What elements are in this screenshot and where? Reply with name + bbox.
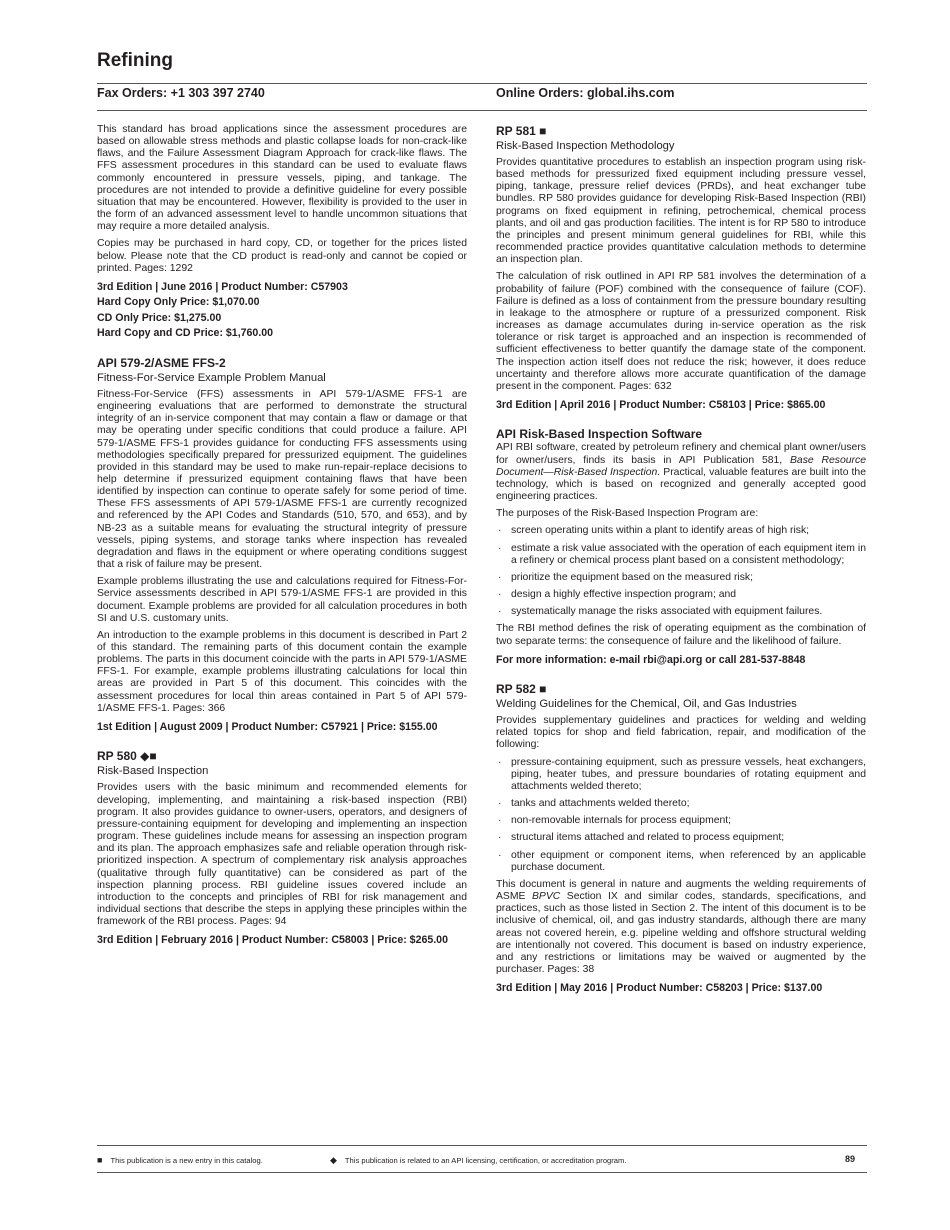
bullet-list bbox=[496, 525, 866, 618]
rp-582-section bbox=[496, 682, 866, 996]
price-line: Hard Copy and CD Price: $1,760.00 bbox=[97, 327, 274, 340]
section-paragraph: Example problems illustrating the use and calculations required for Fitness-For-Service assessments described in API 579-1/ASME FFS-1 are provided in this document. Example problems are provided for all calculation procedures in both SI and U.S. customary units. bbox=[97, 576, 467, 624]
section-title: API Risk-Based Inspection Software bbox=[496, 427, 703, 442]
list-item: · prioritize the equipment based on the measured risk; bbox=[496, 572, 866, 584]
section-title: RP 582 ■ bbox=[496, 682, 547, 697]
intro-paragraph: This standard has broad applications since the assessment procedures are based on allowable stress methods and plastic collapse loads for non-crack-like flaws, and the Failure Assessment Diagram Approach for crack-like flaws. The FFS assessment procedures in this standard can be used to evaluate flaws commonly encountered in pressure vessels, piping, and tankage. The procedures are not intended to provide a definitive guideline for every possible situation that may be encountered. However, flexibility is provided to the user in the form of an advanced assessment level to handle uncommon situations that may require a more detailed analysis. bbox=[97, 124, 467, 233]
section-paragraph: This document is general in nature and augments the welding requirements of ASME BPVC Section IX and similar codes, standards, specifications, and practices, such as those listed in Section 2. The intent of this document is to be inclusive of chemical, oil, and gas industry standards, although there are many areas not covered herein, e.g. pipeline welding and offshore structural welding are intentionally not covered. This document is based on industry experience, and any restrictions or limitations may be waived or augmented by the purchaser. Pages: 38 bbox=[496, 878, 866, 975]
list-item: · pressure-containing equipment, such as pressure vessels, heat exchangers, piping, heater tubes, and pressure boundaries of rotating equipment and attachments welded thereto; bbox=[496, 757, 866, 793]
list-item: · tanks and attachments welded thereto; bbox=[496, 798, 866, 810]
page-number: 89 bbox=[845, 1154, 856, 1164]
page-title: Refining bbox=[97, 50, 173, 71]
header-rule-top bbox=[97, 83, 867, 84]
product-meta: 1st Edition | August 2009 | Product Number: C57921 | Price: $155.00 bbox=[97, 720, 438, 733]
rp-580-section bbox=[97, 749, 467, 948]
footer-rule-top bbox=[97, 1145, 867, 1146]
right-column bbox=[496, 124, 866, 997]
product-meta: 3rd Edition | June 2016 | Product Number: C57903 bbox=[97, 280, 348, 293]
section-paragraph: API RBI software, created by petroleum refinery and chemical plant owner/users for owner/users, finds its basis in API Publication 581, Base Resource Document—Risk-Based Inspection. Practical, valuable features are built into the technology, which is based on recognized and generally accepted good engineering practices. bbox=[496, 442, 866, 503]
section-paragraph: Provides users with the basic minimum and recommended elements for developing, implementing, and maintaining a risk-based inspection (RBI) program. It also provides guidance to owner-users, operators, and designers of pressure-containing equipment for developing and implementing an inspection program. These guidelines include means for assessing an inspection program and its plan. The approach emphasizes safe and reliable operation through risk-prioritized inspection. A spectrum of complementary risk analysis approaches (qualitative through fully quantitative) can be considered as part of the inspection planning process. RBI guideline issues covered include an introduction to the concepts and principles of RBI for risk management and individual sections that describe the steps in applying these principles within the framework of the RBI process. Pages: 94 bbox=[97, 782, 467, 928]
header-rule-bottom bbox=[97, 110, 867, 111]
product-meta: 3rd Edition | February 2016 | Product Number: C58003 | Price: $265.00 bbox=[97, 934, 448, 947]
section-subtitle: Risk-Based Inspection Methodology bbox=[496, 140, 675, 152]
fax-orders: Fax Orders: +1 303 397 2740 bbox=[97, 86, 265, 100]
section-title: API 579-2/ASME FFS-2 bbox=[97, 355, 226, 370]
section-subtitle: Welding Guidelines for the Chemical, Oil, and Gas Industries bbox=[496, 698, 797, 711]
square-icon: ■ bbox=[97, 1155, 103, 1165]
product-meta: 3rd Edition | May 2016 | Product Number: C58203 | Price: $137.00 bbox=[496, 982, 823, 995]
bullet-list bbox=[496, 757, 866, 874]
section-title: RP 580 ◆■ bbox=[97, 749, 157, 764]
footer-new-entry-note: ■ This publication is a new entry in this catalog. bbox=[97, 1155, 263, 1165]
api-579-2-section bbox=[97, 356, 467, 736]
online-orders[interactable]: Online Orders: global.ihs.com bbox=[496, 86, 675, 100]
footer-rule-bottom bbox=[97, 1172, 867, 1173]
rp-581-section bbox=[496, 124, 866, 413]
list-item: · non-removable internals for process equipment; bbox=[496, 815, 866, 827]
list-item: · structural items attached and related to process equipment; bbox=[496, 832, 866, 844]
list-item: · systematically manage the risks associated with equipment failures. bbox=[496, 606, 866, 618]
section-paragraph: Fitness-For-Service (FFS) assessments in API 579-1/ASME FFS-1 are engineering evaluations that are performed to demonstrate the structural integrity of an in-service component that may contain a flaw or damage or that may be operating under specific conditions that could produce a failure. API 579-1/ASME FFS-1 provides guidance for conducting FFS assessments using methodologies specifically prepared for pressurized equipment. The guidelines provided in this standard may be used to make run-repair-replace decisions to help determine if pressurized equipment containing flaws that have been identified by inspection can continue to operate safely for some period of time. These FFS assessments of API 579-1/ASME FFS-1 are currently recognized and referenced by the API Codes and Standards (510, 570, and 653), and by NB-23 as a suitable means for evaluating the structural integrity of pressure vessels, piping systems, and storage tanks where inspection has revealed degradation and flaws in the equipment or where operating conditions suggest that a risk of failure may be present. bbox=[97, 388, 467, 571]
contact-info[interactable]: For more information: e-mail rbi@api.org or call 281-537-8848 bbox=[496, 653, 806, 666]
list-item: · other equipment or component items, when referenced by an applicable purchase document. bbox=[496, 850, 866, 874]
section-paragraph: Provides quantitative procedures to establish an inspection program using risk-based methods for pressurized fixed equipment including pressure vessel, piping, tankage, pressure relief devices (PRDs), and heat exchanger tube bundles. RP 580 provides guidance for developing Risk-Based Inspection (RBI) programs on fixed equipment in refining, petrochemical, chemical process plants, and oil and gas production facilities. The intent is for RP 580 to introduce the principles and present minimum general guidelines for RBI, while this recommended practice provides quantitative calculation methods to determine an inspection plan. bbox=[496, 157, 866, 266]
section-paragraph: The RBI method defines the risk of operating equipment as the combination of two separate terms: the consequence of failure and the likelihood of failure. bbox=[496, 623, 866, 647]
section-title: RP 581 ■ bbox=[496, 124, 547, 138]
list-item: · estimate a risk value associated with the operation of each equipment item in a refinery or chemical process plant based on a consistent methodology; bbox=[496, 543, 866, 567]
diamond-icon: ◆ bbox=[330, 1155, 337, 1165]
section-paragraph: The purposes of the Risk-Based Inspection Program are: bbox=[496, 508, 759, 520]
product-meta: 3rd Edition | April 2016 | Product Number: C58103 | Price: $865.00 bbox=[496, 398, 826, 411]
section-paragraph: The calculation of risk outlined in API RP 581 involves the determination of a probability of failure (POF) combined with the consequence of failure (COF). Failure is defined as a loss of containment from the pressure boundary resulting in leakage to the atmosphere or rupture of a pressurized component. Risk increases as damage accumulates during in-service operation as the risk tolerance or risk target is approached and an inspection is recommended of sufficient effectiveness to better quantify the damage state of the component. The inspection action itself does not reduce the risk; however, it does reduce uncertainty and therefore allows more accurate quantification of the damage present in the component. Pages: 632 bbox=[496, 271, 866, 392]
section-paragraph: Provides supplementary guidelines and practices for welding and welding related topics for shop and field fabrication, repair, and modification of the following: bbox=[496, 715, 866, 751]
list-item: · screen operating units within a plant to identify areas of high risk; bbox=[496, 525, 866, 537]
price-line: Hard Copy Only Price: $1,070.00 bbox=[97, 296, 260, 309]
section-subtitle: Fitness-For-Service Example Problem Manual bbox=[97, 371, 326, 384]
rbi-software-section bbox=[496, 427, 866, 668]
intro-paragraph: Copies may be purchased in hard copy, CD, or together for the prices listed below. Please note that the CD product is read-only and cannot be copied or printed. Pages: 1292 bbox=[97, 238, 467, 274]
left-column bbox=[97, 124, 467, 949]
section-paragraph: An introduction to the example problems in this document is described in Part 2 of this standard. The remaining parts of this document contain the example problems. The parts in this document coincide with the parts in API 579-1/ASME FFS-1. For example, example problems illustrating calculations for local thin areas are provided in Part 5 of this document. This coincides with the assessment procedures for local thin areas contained in Part 5 of API 579-1/ASME FFS-1. Pages: 366 bbox=[97, 629, 467, 714]
list-item: · design a highly effective inspection program; and bbox=[496, 589, 866, 601]
footer-related-note: ◆ This publication is related to an API licensing, certification, or accreditation program. bbox=[330, 1155, 627, 1165]
price-line: CD Only Price: $1,275.00 bbox=[97, 311, 222, 324]
section-subtitle: Risk-Based Inspection bbox=[97, 765, 209, 778]
